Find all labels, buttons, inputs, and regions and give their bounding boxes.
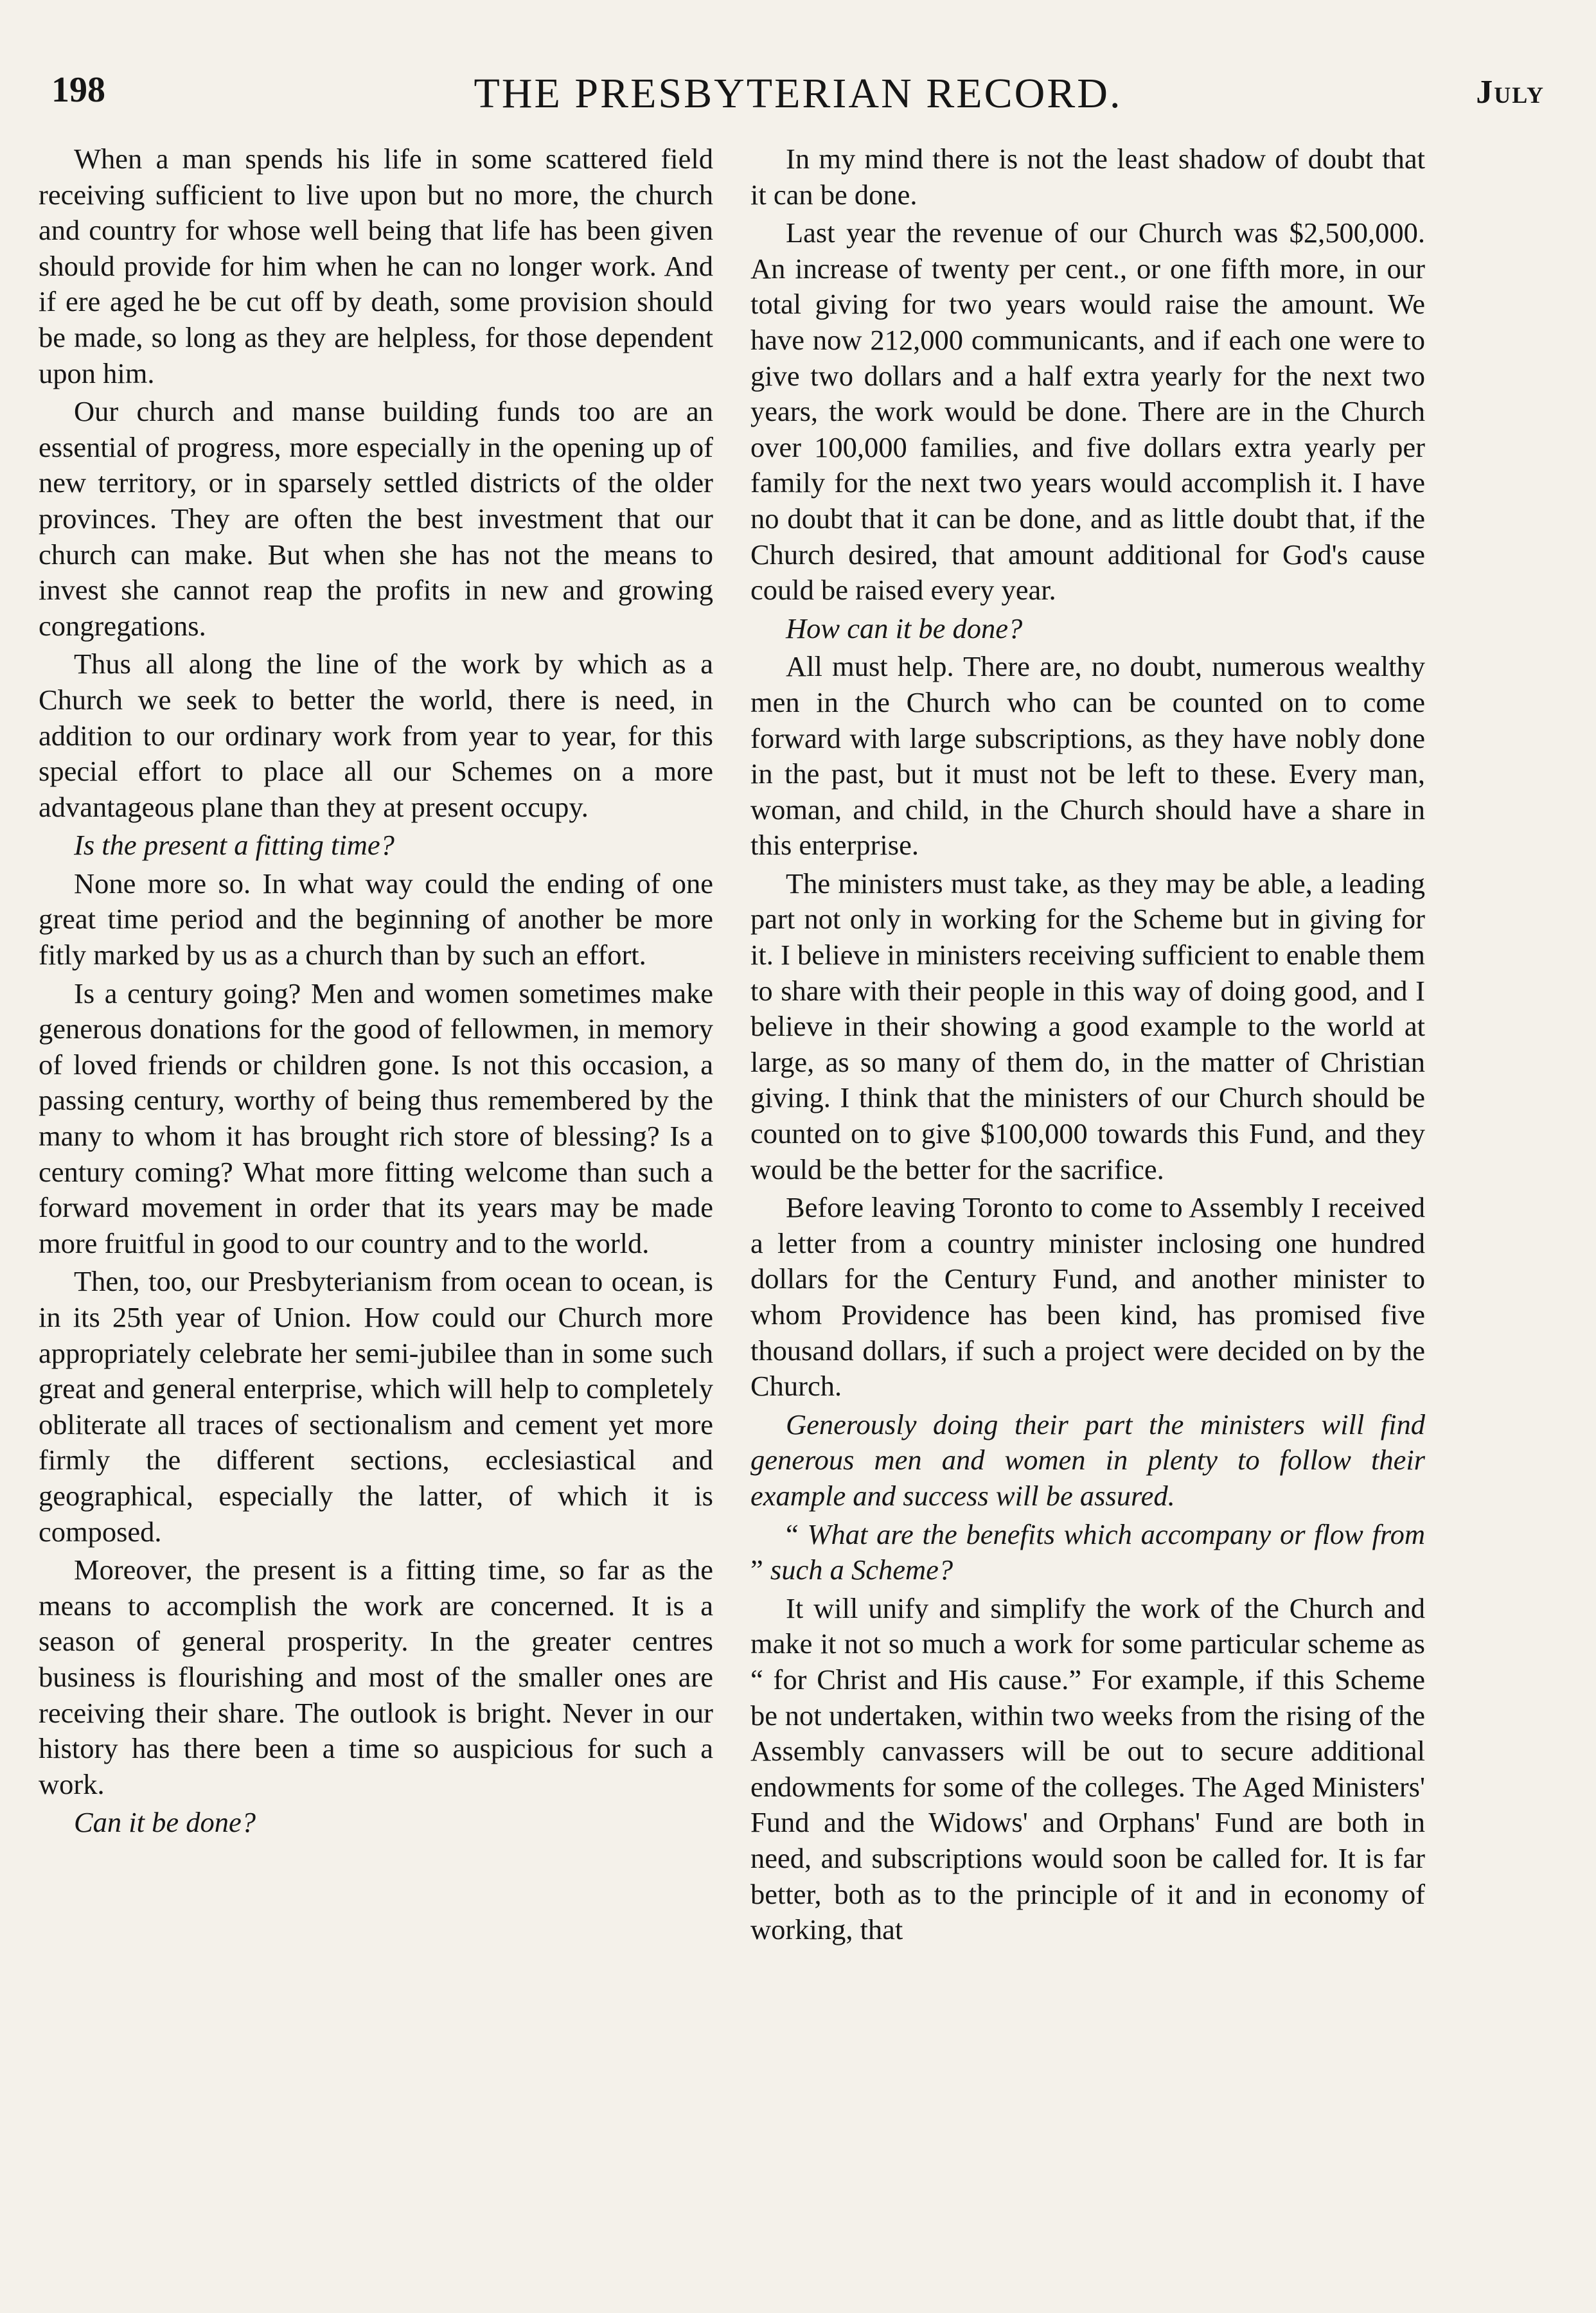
paragraph: The ministers must take, as they may be able, a leading part not only in working for the Scheme but in giving for it. I believe in ministers receiving sufficient to enable them to share with their people in this way of doing good, and I believe in their showing a good example to the world at large, as so many of them do, in the matter of Christian giving. I think that the ministers of our Church should be counted on to give $100,000 towards this Fund, and they would be the better for the sacrifice.: [750, 867, 1425, 1185]
page-header: [51, 69, 1545, 127]
left-column: [39, 141, 713, 1843]
paragraph: When a man spends his life in some scattered field receiving sufficient to live upon but no more, the church and country for whose well being that life has been given should provide for him when he can no longer work. And if ere aged he be cut off by death, some provision should be made, so long as they are helpless, for those dependent upon him.: [39, 143, 713, 389]
issue-month: July: [1476, 74, 1545, 111]
paragraph: Is a century going? Men and women sometimes make generous donations for the good of fellowmen, in memory of loved friends or children gone. Is not this occasion, a passing century, worthy of being thus remembered by the many to whom it has brought rich store of blessing? Is a century coming? What more fitting welcome than such a forward movement in order that its years may be made more fruitful in good to our country and to the world.: [39, 977, 713, 1259]
paragraph: Our church and manse building funds too are an essential of progress, more especially in the opening up of new territory, or in sparsely settled districts of the older provinces. They are often the best investment that our church can make. But when she has not the means to invest she cannot reap the profits in new and growing congregations.: [39, 395, 713, 642]
journal-title: THE PRESBYTERIAN RECORD.: [474, 70, 1122, 117]
paragraph: All must help. There are, no doubt, numerous wealthy men in the Church who can be counted on to come forward with large subscriptions, as they have nobly done in the past, but it must not be left to these. Every man, woman, and child, in the Church should have a share in this enterprise.: [750, 650, 1425, 862]
section-question: [750, 1517, 1425, 1588]
section-question: Is the present a fitting time?: [74, 829, 395, 862]
right-column: [750, 141, 1425, 1951]
close-quote: ”: [750, 1554, 770, 1586]
section-question: Can it be done?: [74, 1806, 256, 1839]
paragraph: Then, too, our Presbyterianism from ocean to ocean, is in its 25th year of Union. How could our Church more appropriately celebrate her semi-jubilee than in some such great and general enterprise, which will help to completely obliterate all traces of sectionalism and cement yet more firmly the different sections, ecclesiastical and geographical, especially the latter, of which it is composed.: [39, 1265, 713, 1548]
paragraph: None more so. In what way could the ending of one great time period and the beginning of another be more fitly marked by us as a church than by such an effort.: [39, 867, 713, 971]
open-quote: “: [786, 1518, 808, 1550]
paragraph: Thus all along the line of the work by which as a Church we seek to better the world, there is need, in addition to our ordinary work from year to year, for this special effort to place all our Schemes on a more advantageous plane than they at present occupy.: [39, 648, 713, 823]
section-question: How can it be done?: [786, 612, 1023, 644]
question-tail: such a Scheme?: [770, 1554, 953, 1586]
question-italic: What are the benefits which accompany or flow from: [807, 1518, 1425, 1550]
paragraph: Before leaving Toronto to come to Assembly I received a letter from a country minister inclosing one hundred dollars for the Century Fund, and another minister to whom Providence has been kind, has promised five thousand dollars, if such a project were decided on by the Church.: [750, 1191, 1425, 1403]
paragraph: It will unify and simplify the work of the Church and make it not so much a work for some particular scheme as “ for Christ and His cause.” For example, if this Scheme be not undertaken, within two weeks from the rising of the Assembly canvassers will be out to secure additional endowments for some of the colleges. The Aged Ministers' Fund and the Widows' and Orphans' Fund are both in need, and subscriptions would soon be called for. It is far better, both as to the principle of it and in economy of working, that: [750, 1591, 1425, 1946]
paragraph: Last year the revenue of our Church was $2,500,000. An increase of twenty per cent., or one fifth more, in our total giving for two years would raise the amount. We have now 212,000 communicants, and if each one were to give two dollars and a half extra yearly for the next two years, the work would be done. There are in the Church over 100,000 families, and five dollars extra yearly per family for the next two years would accomplish it. I have no doubt that it can be done, and as little doubt that, if the Church desired, that amount additional for God's cause could be raised every year.: [750, 217, 1425, 607]
paragraph: In my mind there is not the least shadow of doubt that it can be done.: [750, 143, 1425, 211]
paragraph: Generously doing their part the ministers will find generous men and women in plenty to follow their example and success will be assured.: [750, 1408, 1425, 1512]
page-number: 198: [51, 70, 105, 110]
paragraph: Moreover, the present is a fitting time, so far as the means to accomplish the work are concerned. It is a season of general prosperity. In the greater centres business is flourishing and most of the smaller ones are receiving their share. The outlook is bright. Never in our history has there been a time so auspicious for such a work.: [39, 1554, 713, 1800]
